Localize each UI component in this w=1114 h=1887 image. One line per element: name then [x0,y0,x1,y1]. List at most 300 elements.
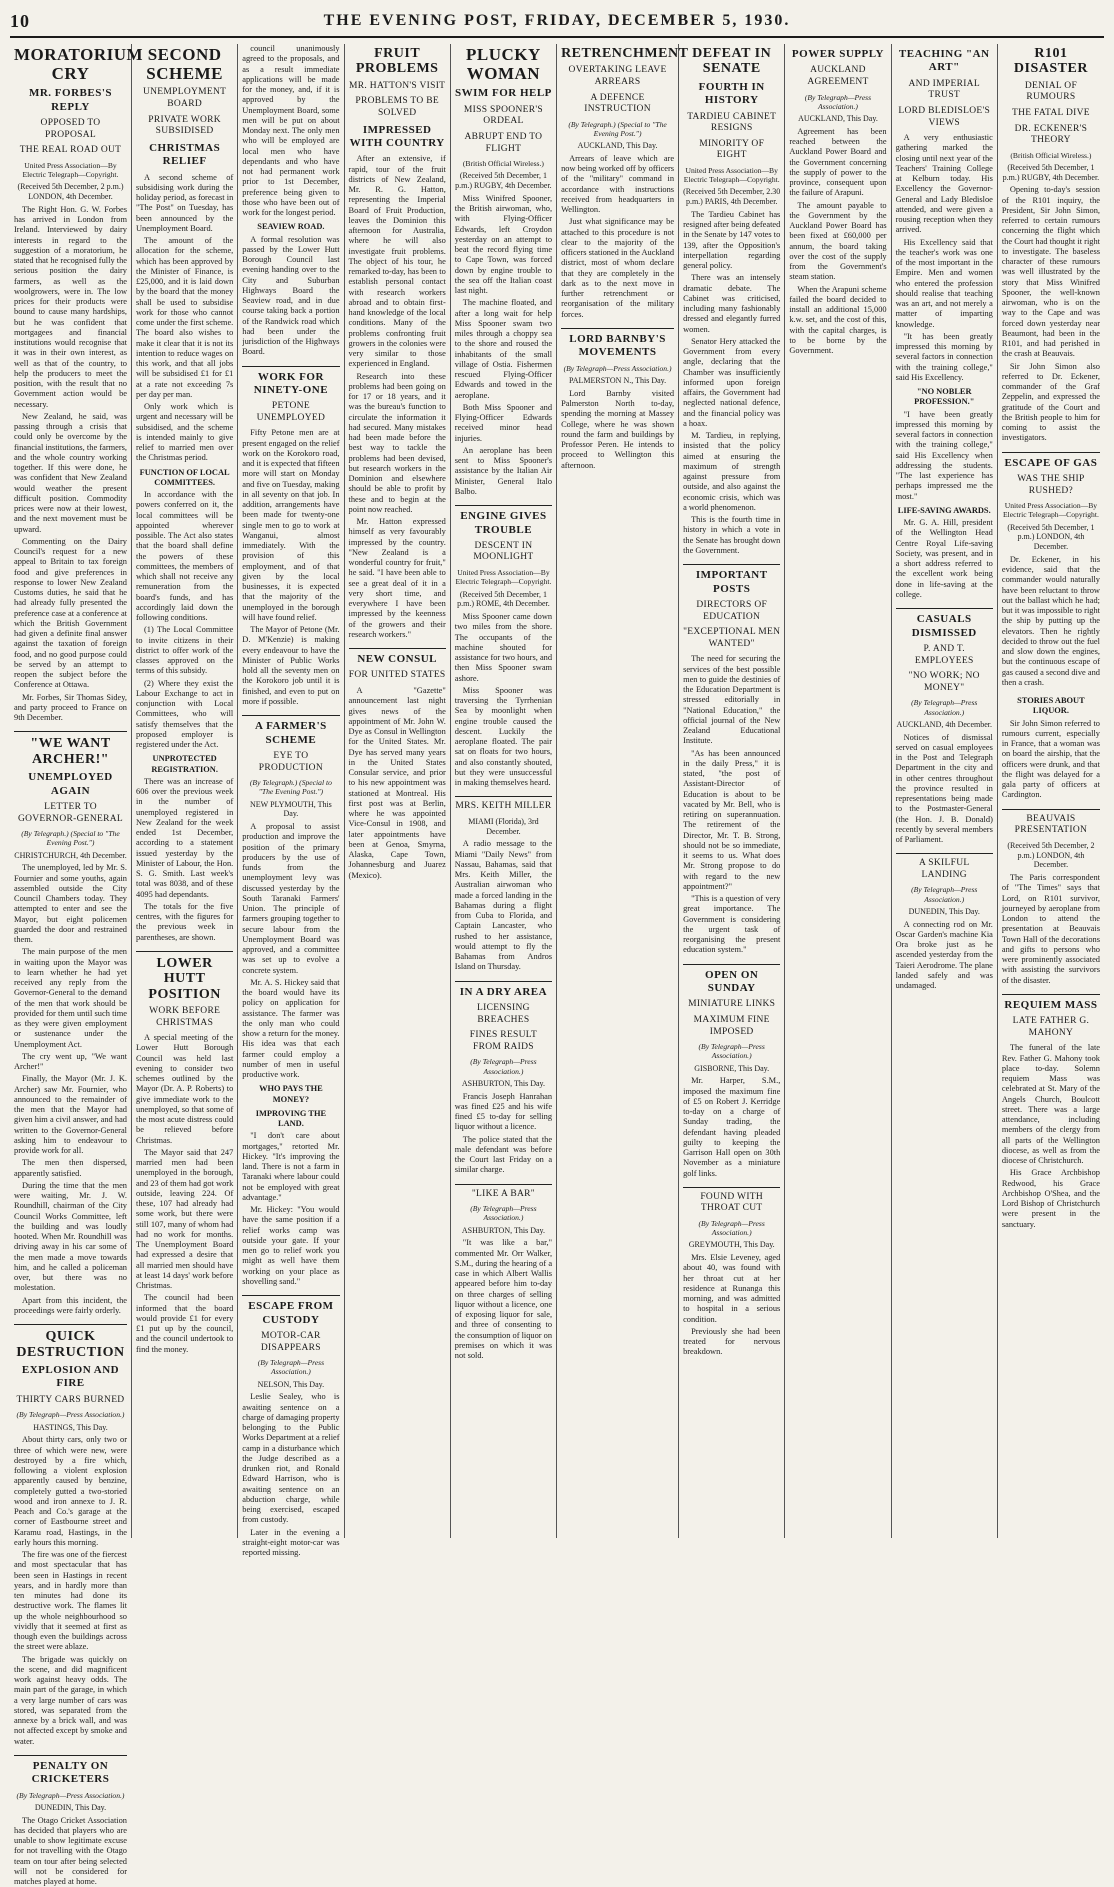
subheadline: OPPOSED TO PROPOSAL [40,118,101,140]
subheadline: EXPLOSION AND FIRE [21,1363,120,1390]
paragraph: M. Tardieu, in replying, insisted that the policy aimed at ensuring the maximum of strength against pressure from outside, and also against the economic crisis, which was a world phenomenon. [683,431,781,512]
article-body [896,733,993,846]
paragraph: Fifty Petone men are at present engaged on the relief work on the Korokoro road, and it is expected that fifteen more will start on Monday and five on Tuesday, making in all seventy on that job. In addition, arrangements have been made for twenty-one single men to go to work at Wanganui, almost immediately. With the provision of this employment, and of that given by the local businesses, it is expected that the majority of the unemployed in the borough will have found relief. [242,428,340,622]
divider [242,366,339,367]
paragraph: The need for securing the services of the best possible men to guide the destinies of the Education Department is stressed editorially in "National Education," the official journal of the New Zealand Educational Institute. [683,654,781,746]
subheadline: DR. ECKENER'S THEORY [1014,123,1088,146]
subheadline: MAXIMUM FINE IMPOSED [693,1014,770,1037]
divider [349,648,446,649]
headline: IMPORTANT POSTS [695,569,768,595]
subheadline: "NO WORK; NO MONEY" [908,671,980,693]
divider [14,1755,127,1756]
headline: A SKILFUL LANDING [918,858,970,880]
paragraph: Francis Joseph Hanrahan was fined £25 and his wife fined £5 to-day for selling liquor without a licence. [454,1091,553,1132]
paragraph: The police stated that the male defendant was before the Court last Friday on a similar charge. [454,1134,553,1175]
paragraph: Leslie Sealey, who is awaiting sentence on a charge of damaging property belonging to the Public Works Department at a relief camp in a disturbance which the Judge described as a drunken riot, and Ronald Edward Harrison, who is awaiting sentence on an abduction charge, while being exercised, escaped from custody. [242,1392,340,1525]
headline: MRS. KEITH MILLER [455,801,552,812]
section-subhead: LIFE-SAVING AWARDS. [897,505,991,515]
dateline: AUCKLAND, This Day. [798,114,878,124]
paragraph: Opening to-day's session of the R101 inquiry, the President, Sir John Simon, referred to certain rumours concerning the flight which the Court had thought it right to investigate. The baseless character of these rumours was well illustrated by the story that Miss Winifred Spooner, the well-known airwoman, who is on the way to the Cape and was forced down yesterday near Beaumont, had been in the R101, and had perished in the crash at Beauvais. [1001,185,1100,359]
dateline: DUNEDIN, This Day. [34,1802,107,1812]
headline: PLUCKY WOMAN [466,45,541,83]
article-moratorium-cry [14,45,144,723]
article-stories-about-liquor [1002,696,1100,801]
paragraph: This is the fourth time in history in which a vote in the Senate has brought down the Government. [683,515,781,555]
subheadline: OVERTAKING LEAVE ARREARS [568,65,667,87]
divider [14,731,127,732]
subheadline: THE FATAL DIVE [1012,107,1090,118]
paragraph: The fire was one of the fiercest and most spectacular that has been seen in Hastings in recent years, and in hardly more than ten minutes had done its destructive work. The flames lit up the whole neighbourhood so vividly that it seemed at first as though even the buildings across the street were ablaze. [14,1550,127,1652]
headline: WORK FOR NINETY-ONE [253,370,329,396]
subheadline: A DEFENCE INSTRUCTION [584,92,651,115]
column-9 [892,44,998,1538]
article-lord-barnby [561,333,674,471]
paragraph: "This is a question of very great importance. The Government is considering the urgent task of reorganising the present education system." [683,894,781,955]
article-open-on-sunday [683,969,780,1179]
paragraph: The unemployed, led by Mr. S. Fournier and some youths, again assembled outside the City Council Chambers today. They attempted to enter and see the Mayor, but eight policemen guarded the door and restrained them. [14,863,127,945]
divider [683,1187,780,1188]
dateline: PALMERSTON N., This Day. [569,376,667,386]
paragraph: Mrs. Elsie Leveney, aged about 40, was found with her throat cut at her residence at Runanga this morning, and was admitted to hospital in a serious condition. [683,1253,781,1324]
paragraph: Sir John Simon also referred to Dr. Eckener, commander of the Graf Zeppelin, and expressed the gratitude of the Court and the British people to him for coming to assist the investigators. [1001,361,1100,443]
paragraph: Mr. Hatton expressed himself as very favourably impressed by the country. "New Zealand is a wonderful country for fruit," he said. "I have been able to see a great deal of it in a very short time, and everywhere I have been impressed by the keenness of the growers and their research workers." [348,517,446,639]
headline: PENALTY ON CRICKETERS [31,1759,110,1786]
paragraph: "I don't care about mortgages," retorted Mr. Hickey. "It's improving the land. There is not a farm in Taranaki where labour could not be employed with great advantage." [242,1131,340,1202]
divider [683,564,780,565]
headline: SECOND SCHEME [146,45,223,83]
byline: (By Telegraph—Press Association.) [804,92,872,111]
paragraph: A special meeting of the Lower Hutt Borough Council was held last evening to consider two schemes outlined by the Mayor (Dr. A. P. Roberts) to give immediate work to the unemployed, so that some of the most acute distress could be relieved before Christmas. [136,1033,234,1145]
headline: A FARMER'S SCHEME [255,720,327,746]
article-body [1002,185,1100,443]
paragraph: The brigade was quickly on the scene, and did magnificent work against heavy odds. The main part of the garage, in which a very large number of cars was stored, was separated from the annexe by a brick wall, and was not affected except by smoke and water. [14,1654,127,1746]
headline: RETRENCHMENT [561,46,689,61]
paragraph: New Zealand, he said, was passing through a crisis that could only be overcome by the financial institutions, the farmers, and the whole country working together. If this were done, he was confident that New Zealand would weather the present difficult position. Commodity prices were now at their lowest, and the next movement must be upward. [14,411,127,534]
subheadline: THE REAL ROAD OUT [19,145,122,156]
dateline: DUNEDIN, This Day. [908,906,980,916]
article-we-want-archer [14,736,127,1316]
article-body [136,490,233,750]
page-number: 10 [10,10,30,31]
divider [1002,994,1100,995]
paragraph: Just what significance may be attached to this procedure is not clear to the majority of the officers stationed in the Auckland district, most of whom declare that they are completely in the dark as to the next move in further retrenchment or reorganisation of the military forces. [561,217,675,319]
article-body [242,235,339,358]
headline: MORATORIUM CRY [14,45,144,83]
paragraph: The Mayor said that 247 married men had been unemployed in the borough, and 23 of them had got work outside, leaving 224. Of these, 107 had already had some work, but there were still 107, many of whom had had no work for months. The Unemployment Board had expressed a desire that all married men should have at least 14 days' work before Christmas. [136,1147,234,1291]
paragraph: Only work which is urgent and necessary will be subsidised, and the scheme is intended mainly to give relief to married men over the Christmas period. [136,402,234,463]
article-body [896,920,993,992]
paragraph: About thirty cars, only two or three of which were new, were destroyed by a fire which, following a violent explosion apparently caused by benzine, completely gutted a two-storied wood and iron annexe to J. R. Peach and Co.'s garage at the corner of Eastbourne street and Karamu road, Hastings, in the early hours this morning. [14,1435,127,1547]
dateline: GREYMOUTH, This Day. [688,1240,775,1250]
subheadline: PRIVATE WORK SUBSIDISED [148,114,221,137]
column-3 [238,44,344,1558]
credit-line: (British Official Wireless.) [1010,150,1092,160]
paragraph: A second scheme of subsidising work during the holiday period, as forecast in "The Post" on Tuesday, has been announced by the Unemployment Board. [136,172,234,233]
article-lower-hutt-position [136,956,233,1355]
headline: FOUND WITH THROAT CUT [700,1191,764,1214]
article-mrs-keith-miller [455,801,552,972]
article-penalty-on-cricketers [14,1760,127,1887]
article-body [14,863,127,1316]
article-body [136,777,233,943]
headline: ESCAPE OF GAS [1004,456,1098,469]
divider [455,796,552,797]
headline: "WE WANT ARCHER!" [30,736,111,767]
credit-line: United Press Association—By Electric Telegraph—Copyright. [683,165,780,185]
column-6 [557,44,689,1538]
headline: REQUIEM MASS [1004,998,1098,1011]
divider [136,951,233,952]
paragraph: Apart from this incident, the proceedings were fairly orderly. [14,1295,127,1315]
article-body [136,1033,233,1355]
article-body [896,410,993,502]
divider [242,715,339,716]
dateline: NEW PLYMOUTH, This Day. [250,799,332,819]
article-quick-destruction [14,1329,127,1747]
article-body [14,205,127,724]
paragraph: A formal resolution was passed by the Lower Hutt Borough Council last evening handing over to the City and Suburban Highways Board the Seaview road, and in due course taking back a portion of the Randwick road which had been under the jurisdiction of the Highways Board. [242,234,340,357]
dateline: (Received 5th December, 1 p.m.) RUGBY, 4th December. [455,171,552,191]
dateline: CHRISTCHURCH, 4th December. [14,850,127,860]
credit-line: United Press Association—By Electric Telegraph—Copyright. [22,160,119,180]
divider [455,1184,552,1185]
divider [14,1324,127,1325]
paragraph: A radio message to the Miami "Daily News" from Nassau, Bahamas, said that Mrs. Keith Miller, the Australian airwoman who made a forced landing in the Bahamas during a flight from Cuba to Florida, and Captain Lancaster, who rushed to her assistance, would attempt to fly the Bahamas from Andros Island on Thursday. [454,839,553,972]
paragraph: During the time that the men were waiting, Mr. J. W. Roundhill, chairman of the City Council Works Committee, left the building and was loudly hooted. When Mr. Roundhill was driving away in his car some of the men made a move towards him, and he called a policeman over, but there was no molestation. [14,1180,127,1293]
subheadline: DESCENT IN MOONLIGHT [473,540,534,563]
paragraph: Both Miss Spooner and Flying-Officer Edwards received minor head injuries. [454,402,553,443]
subheadline: IMPRESSED WITH COUNTRY [349,123,445,149]
paragraph: There was an increase of 606 over the previous week in the number of unemployed registered in New Zealand for the week ended 1st December, according to a statement issued yesterday by the Minister of Labour, the Hon. S. G. Smith. Last week's total was 8038, and of these 4095 had dependants. [136,776,234,899]
byline: (By Telegraph—Press Association.) [257,1358,325,1377]
article-body [242,1131,339,1287]
article-continuation [242,44,339,358]
dateline: ASHBURTON, This Day. [461,1225,545,1235]
subheadline: LETTER TO GOVERNOR-GENERAL [17,802,124,824]
subheadline: DENIAL OF RUMOURS [1024,80,1078,103]
column-10 [998,44,1104,1538]
columns [10,44,1104,1887]
paragraph: A "Gazette" announcement last night gives news of the appointment of Mr. John W. Dye as Consul in Wellington for the United States. Mr. Dye has served many years in the United States Consular service, and prior to his new appointment was stationed at Montreal. His first post was at Berlin, where he was appointed Vice-Consul in 1908, and later appointments have been at Genoa, Smyrna, Alaska, Cape Town, Johannesburg and Juarez (Mexico). [348,686,446,880]
headline: BEAUVAIS PRESENTATION [1014,813,1088,836]
paragraph: Later in the evening a straight-eight motor-car was reported missing. [242,1527,340,1558]
article-second-scheme [136,46,233,943]
dateline: ASHBURTON, This Day. [461,1078,545,1088]
headline: CASUALS DISMISSED [911,613,977,639]
article-casuals-dismissed [896,613,993,845]
byline: (By Telegraph—Press Association.) [911,885,978,904]
column-5 [451,44,557,1538]
credit-line: (British Official Wireless.) [462,159,544,169]
byline: (By Telegraph—Press Association.) [563,363,672,373]
paragraph: The council had been informed that the board would provide £1 for every £1 put up by the council, and the council undertook to find the money. [136,1293,234,1354]
article-body [1002,873,1100,986]
subheadline: PETONE UNEMPLOYED [256,401,326,423]
article-like-a-bar [455,1189,552,1362]
subheadline: MINIATURE LINKS [688,999,776,1010]
subheadline: DIRECTORS OF EDUCATION [696,599,768,622]
subheadline: WAS THE SHIP RUSHED? [1017,474,1085,496]
subheadline: MOTOR-CAR DISAPPEARS [260,1331,321,1353]
paragraph: "It was like a bar," commented Mr. Orr Walker, S.M., during the hearing of a case in which Albert Wallis appeared before him to-day on three charges of selling liquor without a licence, one of exposing liquor for sale, and three of consenting to the consumption of liquor on premises on which it was not sold. [454,1238,553,1361]
paragraph: Miss Winifred Spooner, the British airwoman, who, with Flying-Officer Edwards, left Croydon yesterday on an attempt to beat the record flying time to Cape Town, was forced down by engine trouble to the sea off the Italian coast last night. [454,193,553,296]
article-a-farmers-scheme [242,720,339,1287]
paragraph: There was an intensely dramatic debate. The Cabinet was criticised, including many fashionably dressed and elegantly furred women. [683,273,781,334]
subheadline: "EXCEPTIONAL MEN WANTED" [683,627,781,649]
article-body [136,173,233,464]
article-body [1002,719,1100,801]
subheadline: LICENSING BREACHES [477,1003,530,1025]
subheadline: PROBLEMS TO BE SOLVED [355,96,439,118]
paragraph: "As has been announced in the daily Press," it is stated, "the post of Assistant-Director of Education is about to be vacated by Mr. Bell, who is retiring on superannuation. The retirement of the Director, Mr. T. B. Strong, should not be so immediate, it seems to us. What does Mr. Strong propose to do with regard to the new appointment?" [683,748,781,891]
subheadline: SWIM FOR HELP [454,87,552,100]
article-engine-gives-trouble [455,510,552,788]
column-2 [132,44,238,1538]
article-body [1002,1043,1100,1230]
dateline: NELSON, This Day. [257,1379,325,1389]
dateline: (Received 5th December, 1 p.m.) RUGBY, 4th December. [1002,162,1100,182]
article-requiem-mass [1002,999,1100,1230]
article-body [455,839,552,972]
article-body [683,654,780,955]
paragraph: A very enthusiastic gathering marked the closing until next year of the Teachers' Training College at Kelburn today. His Excellency the Governor-General and Lady Bledisloe attended, and were given a rousing reception when they arrived. [895,133,993,235]
paragraph: The Mayor of Petone (Mr. D. M'Kenzie) is making every endeavour to have the Minister of Public Works hold all the seventy men on the Korokoro job until it is finished, and even to put on more if possible. [242,625,340,706]
article-defeat-in-senate [683,46,780,556]
divider [455,981,552,982]
paragraph: Mr. Forbes, Sir Thomas Sidey, and party proceed to France on 9th December. [14,692,127,723]
article-teaching-an-art [896,48,993,600]
article-in-a-dry-area [455,986,552,1176]
column-7 [679,44,785,1538]
paragraph: The Right Hon. G. W. Forbes has arrived in London from Ireland. Interviewed by dairy interests in regard to the suggestion of a moratorium, he stated that he recognised fully the serious position the dairy farmers, as well as the woolgrowers, were in. The low prices for their products were bound to cause many hardships, but he was confident that mortgagees and financial institutions would recognise that it was in their own interest, as well as that of the country, to help the producers to meet the position, with the result that no Government action would be necessary. [14,204,127,409]
article-body [455,194,552,497]
paragraph: The amount of the allocation for the scheme, which has been approved by the Minister of Finance, is £25,000, and it is laid down by the board that the money shall be used to subsidise work for those who cannot come under the first scheme. The board also wishes to make it clear that it is not its intention to reduce wages on this work, and that all jobs will be subsidised £1 for £1 at a rate not exceeding 7s per day per man. [136,236,234,399]
paragraph: Senator Hery attacked the Government from every angle, declaring that the Chamber was insufficiently informed upon foreign affairs, the Government had neglected national defence, and the financial policy was a hoax. [683,336,781,428]
section-subhead: UNPROTECTED REGISTRATION. [151,754,218,774]
paragraph: Dr. Eckener, in his evidence, said that the commander would naturally have been reluctant to throw out the ballast which he had; but it was impossible to right the ship by putting up the elevators. Then he rightly decided to throw out the fuel and slow down the engines, but the continuous escape of gas caused a second dive and then a crash. [1001,554,1100,687]
subheadline: MISS SPOONER'S ORDEAL [463,104,543,127]
paragraph: Miss Spooner came down two miles from the shore. The occupants of the machine shouted for assistance for two hours, and then Miss Spooner swam ashore. [454,612,553,683]
article-body [561,389,674,471]
article-power-supply [789,48,886,356]
paragraph: The Otago Cricket Association has decided that players who are unable to show legitimate excuse for not travelling with the Otago team on tour after being selected will not be considered for matches played at home. [14,1815,127,1887]
headline: "LIKE A BAR" [471,1188,535,1199]
paragraph: Mr. Harper, S.M., imposed the maximum fine of £5 on Robert J. Kerridge to-day on a charge of Sunday trading, the defendant having pleaded guilty to keeping the Garrison Hall open on 30th November as a miniature golf links. [683,1076,781,1178]
dateline: (Received 5th December, 1 p.m.) LONDON, 4th December. [1007,522,1095,552]
paragraph: After an extensive, if rapid, tour of the fruit districts of New Zealand, Mr. R. G. Hatton, representing the Imperial Board of Fruit Production, leaves the Dominion this afternoon for Australia, where he will also investigate fruit problems. The object of his tour, he remarked to-day, has been to establish personal contact with research workers abroad and to obtain first-hand knowledge of the local conditions. Many of the problems confronting fruit growers in the colonies were very similar to those experienced in England. [348,154,446,369]
byline: (By Telegraph—Press Association.) [698,1042,765,1061]
paragraph: His Excellency said that the teacher's work was one of the most important in the Empire. Men and women who entered the profession should realise that teaching was an art, and not merely a matter of imparting knowledge. [895,237,993,329]
byline: (By Telegraph—Press Association.) [16,1410,125,1420]
subheadline: FOURTH IN HISTORY [698,80,765,107]
paragraph: The cry went up, "We want Archer!" [14,1051,127,1072]
article-new-consul [349,653,446,881]
paragraph: Mr. Hickey: "You would have the same position if a relief works camp was outside your gate. If your men go to relief work you might as well have them working on your place as shovelling sand." [242,1205,340,1286]
article-plucky-woman [455,46,552,497]
headline: ESCAPE FROM CUSTODY [248,1300,334,1326]
paragraph: The main purpose of the men in waiting upon the Mayor was to learn whether he had yet received any reply from the Governor-General to the demand of the men that work should be provided for them until such time as they were given employment or sustenance under the Unemployment Act. [14,947,127,1049]
dateline: MIAMI (Florida), 3rd December. [468,816,539,836]
article-body [561,154,674,320]
headline: LORD BARNBY'S MOVEMENTS [569,332,666,359]
paragraph: "I have been greatly impressed this morning by several factors in connection with the training college," said His Excellency when addressing the students. "The last experience has perhaps impressed me the most." [895,409,993,501]
article-body [789,127,886,357]
paragraph: Notices of dismissal served on casual employees in the Post and Telegraph Department in the city and in other centres throughout the province resulted in representations being made to the Postmaster-General (the Hon. J. B. Donald) recently by several members of Parliament. [895,732,993,844]
subheadline: LORD BLEDISLOE'S VIEWS [898,105,991,128]
paragraph: His Grace Archbishop Redwood, his Grace Archbishop O'Shea, and the Lord Bishop of Christchurch were present in the sanctuary. [1001,1168,1100,1229]
subheadline: MR. HATTON'S VISIT [349,80,446,91]
paragraph: Finally, the Mayor (Mr. J. K. Archer) saw Mr. Fournier, who announced to the remainder of the men that the Mayor had given him a civil answer, and had written to the Governor-General asking him to endeavour to provide work for all. [14,1074,127,1156]
subheadline: FOR UNITED STATES [348,670,446,681]
paragraph: Lord Barnby visited Palmerston North to-day, spending the morning at Massey College, where he was shown round the farm and buildings by Professor Peren. He intends to proceed to Wellington this afternoon. [561,388,675,470]
section-subhead: STORIES ABOUT LIQUOR. [1017,696,1085,716]
article-body [349,686,446,881]
article-escape-of-gas [1002,457,1100,689]
paragraph: The totals for the five centres, with the figures for the previous week in parentheses, are shown. [136,901,234,942]
byline: (By Telegraph.) (Special to "The Evening Post.") [568,119,667,138]
subheadline: WORK BEFORE CHRISTMAS [149,1005,221,1028]
article-body [14,1816,127,1887]
column-1 [10,44,144,1887]
article-body [683,210,780,556]
dateline: (Received 5th December, 2 p.m.) LONDON, 4th December. [17,182,124,202]
divider [242,1295,339,1296]
paragraph: When the Arapuni scheme failed the board decided to install an additional 15,000 k.w. set, and the cost of this, with the capital charges, is to be borne by the Government. [789,284,887,356]
byline: (By Telegraph—Press Association.) [16,1790,125,1800]
divider [561,328,674,329]
article-body [1002,555,1100,688]
section-subhead: WHO PAYS THE MONEY? [259,1084,323,1104]
headline: TEACHING "AN ART" [898,48,990,74]
byline: (By Telegraph.) (Special to "The Evening Post.") [249,778,332,797]
headline: ENGINE GIVES TROUBLE [460,510,547,536]
paragraph: The funeral of the late Rev. Father G. Mahony took place to-day. Solemn requiem Mass was celebrated at St. Mary of the Angels Church, Boulcott street. There was a large attendance, including members of the clergy from all parts of the Wellington diocese, as well as from the diocese of Christchurch. [1001,1043,1100,1166]
subheadline: UNEMPLOYED AGAIN [28,771,113,797]
paragraph: "It has been greatly impressed this morning by several factors in connection with the training college," said His Excellency. [895,331,993,382]
headline: NEW CONSUL [357,653,437,666]
headline: IN A DRY AREA [459,985,548,998]
section-subhead: FUNCTION OF LOCAL COMMITTEES. [139,467,230,487]
paragraph: Arrears of leave which are now being worked off by officers of the "military" command in accordance with instructions received from headquarters in Wellington. [561,153,675,215]
article-fruit-problems [349,46,446,640]
subheadline: ABRUPT END TO FLIGHT [464,131,543,154]
subheadline: UNEMPLOYMENT BOARD [142,87,227,109]
article-body [683,1076,780,1179]
headline: QUICK DESTRUCTION [16,1329,125,1360]
article-body [242,44,339,218]
paragraph: Commenting on the Dairy Council's request for a new appeal to Britain to tax foreign food and give preferences in response to lower New Zealand Customs duties, he said that he had already fully presented the preference case at a conference at which the British Government had given a definite final answer against the taxation of foreign food, and no good purpose could be served by an attempt to reopen the subject before the Conference at Ottawa. [14,536,127,690]
article-body [242,1392,339,1558]
byline: (By Telegraph—Press Association.) [911,698,978,717]
article-important-posts [683,569,780,955]
column-8 [785,44,891,1538]
subheadline: FINES RESULT FROM RAIDS [469,1030,538,1052]
section-subhead: "NO NOBLER PROFESSION." [914,387,975,407]
subheadline: CHRISTMAS RELIEF [149,141,221,168]
headline: R101 DISASTER [1013,46,1088,77]
paragraph: In accordance with the powers conferred on it, the local committees will be appointed wherever possible. The Act also states that the board shall define the powers of these committees, the members of which shall not receive any remuneration from the board's funds, and has accordingly laid down the following conditions. [136,490,234,622]
byline: (By Telegraph—Press Association.) [698,1218,765,1238]
dateline: (Received 5th December, 2 p.m.) LONDON, 4th December. [1007,840,1095,870]
headline: FRUIT PROBLEMS [355,46,439,77]
headline: POWER SUPPLY [791,48,884,60]
dateline: (Received 5th December, 2.30 p.m.) PARIS, 4th December. [683,187,781,207]
dateline: AUCKLAND, This Day. [577,141,658,151]
paragraph: Agreement has been reached between the Auckland Power Board and the Government concerning the supply of power to the province, consequent upon the failure of Arapuni. [789,126,887,198]
byline: (By Telegraph—Press Association.) [470,1057,537,1076]
dateline: (Received 5th December, 1 p.m.) ROME, 4th December. [457,589,550,609]
paragraph: Miss Spooner was traversing the Tyrrhenian Sea by moonlight when engine trouble caused the descent. Luckily the aeroplane floated. The pair sat on floats for two hours, and also constantly shouted, but they were unsuccessful in making themselves heard. [454,685,553,788]
byline: (By Telegraph—Press Association.) [470,1204,537,1223]
article-body [455,1238,552,1361]
article-a-skilful-landing [896,858,993,991]
paragraph: An aeroplane has been sent to Miss Spooner's assistance by the Italian Air Minister, General Italo Balbo. [454,445,553,496]
article-escape-from-custody [242,1300,339,1558]
paragraph: The machine floated, and after a long wait for help Miss Spooner swam two miles through a choppy sea to the shore and roused the inhabitants of the small village of Ostia. Fishermen rescued Flying-Officer Edwards and towed in the aeroplane. [454,298,553,400]
article-body [242,822,339,1080]
article-body [455,1092,552,1176]
subheadline: MR. FORBES'S REPLY [28,87,112,113]
paragraph: (2) Where they exist the Labour Exchange to act in conjunction with Local Committees, who will satisfy themselves that the proposed employer is registered under the Act. [136,678,234,749]
subheadline: LATE FATHER G. MAHONY [1012,1016,1090,1038]
paragraph: A proposal to assist production and improve the position of the primary producers by the use of funds from the unemployment levy was discussed yesterday by the South Taranaki Farmers' Union. The principle of farmers grouping together to secure labour from the Unemployment Board was approved, and a committee was set up to evolve a concrete system. [242,822,340,975]
article-beauvais-presentation [1002,814,1100,986]
divider [896,608,993,609]
section-subhead: SEAVIEW ROAD. [257,222,325,232]
byline: (By Telegraph.) (Special to "The Evening Post.") [21,829,120,848]
masthead [10,6,1104,38]
dateline: AUCKLAND, 4th December. [896,719,992,729]
paper-title: THE EVENING POST, FRIDAY, DECEMBER 5, 1930. [323,12,791,29]
article-work-for-ninety-one [242,371,339,708]
subheadline: AND IMPERIAL TRUST [908,78,980,101]
article-found-with-throat-cut [683,1192,780,1358]
paragraph: The Tardieu Cabinet has resigned after being defeated in the Senate by 147 votes to 139, after the Opposition's interpellation regarding general policy. [683,209,781,271]
headline: LOWER HUTT POSITION [148,955,221,1002]
paragraph: The Paris correspondent of "The Times" says that Lord, on R101 survivor, journeyed by aeroplane from London to attend the presentation at Beauvais Town Hall of the decorations and gifts to persons who were prominently associated with assisting the survivors of the disaster. [1001,873,1100,985]
paragraph: Previously she had been treated for nervous breakdown. [683,1326,781,1357]
article-r101-disaster [1002,46,1100,444]
article-body [896,518,993,600]
column-4 [345,44,451,1538]
credit-line: United Press Association—By Electric Telegraph—Copyright. [455,568,552,587]
article-retrenchment [561,46,689,320]
subheadline: MINORITY OF EIGHT [699,138,765,161]
subheadline: P. AND T. EMPLOYEES [914,643,974,666]
divider [683,964,780,965]
subheadline: TARDIEU CABINET RESIGNS [687,111,777,134]
article-body [242,428,339,707]
paragraph: Mr. A. S. Hickey said that the board would have its policy on application for assistance. The farmer was the only man who could show a return for the money. His idea was that each farmer could employ a number of men in useful productive work. [242,977,340,1080]
article-body [683,1253,780,1358]
credit-line: United Press Association—By Electric Telegraph—Copyright. [1002,501,1099,520]
article-body [455,612,552,788]
article-body [896,133,993,383]
divider [896,853,993,854]
paragraph: A connecting rod on Mr. Oscar Garden's machine Kia Ora broke just as he ascended yesterday from the Taieri Aerodrome. The plane landed safely and was undamaged. [895,919,993,991]
headline: OPEN ON SUNDAY [705,968,759,994]
paragraph: The amount payable to the Government by the Auckland Power Board has been fixed at £60,000 per annum, the board taking over the cost of the supply from the Government's steam station. [789,200,887,282]
headline: DEFEAT IN SENATE [692,46,772,77]
paragraph: (1) The Local Committee to invite citizens in their district to offer work of the classes approved on the terms of this subsidy. [136,625,234,676]
paragraph: Mr. G. A. Hill, president of the Wellington Head Centre Royal Life-saving Society, was present, and in a short address referred to the excellent work being done in life-saving at the college. [895,518,993,599]
article-body [349,154,446,640]
dateline: GISBORNE, This Day. [694,1063,770,1073]
subheadline: AUCKLAND AGREEMENT [807,65,869,87]
article-body [14,1435,127,1747]
subheadline: THIRTY CARS BURNED [16,1394,125,1405]
divider [1002,809,1100,810]
